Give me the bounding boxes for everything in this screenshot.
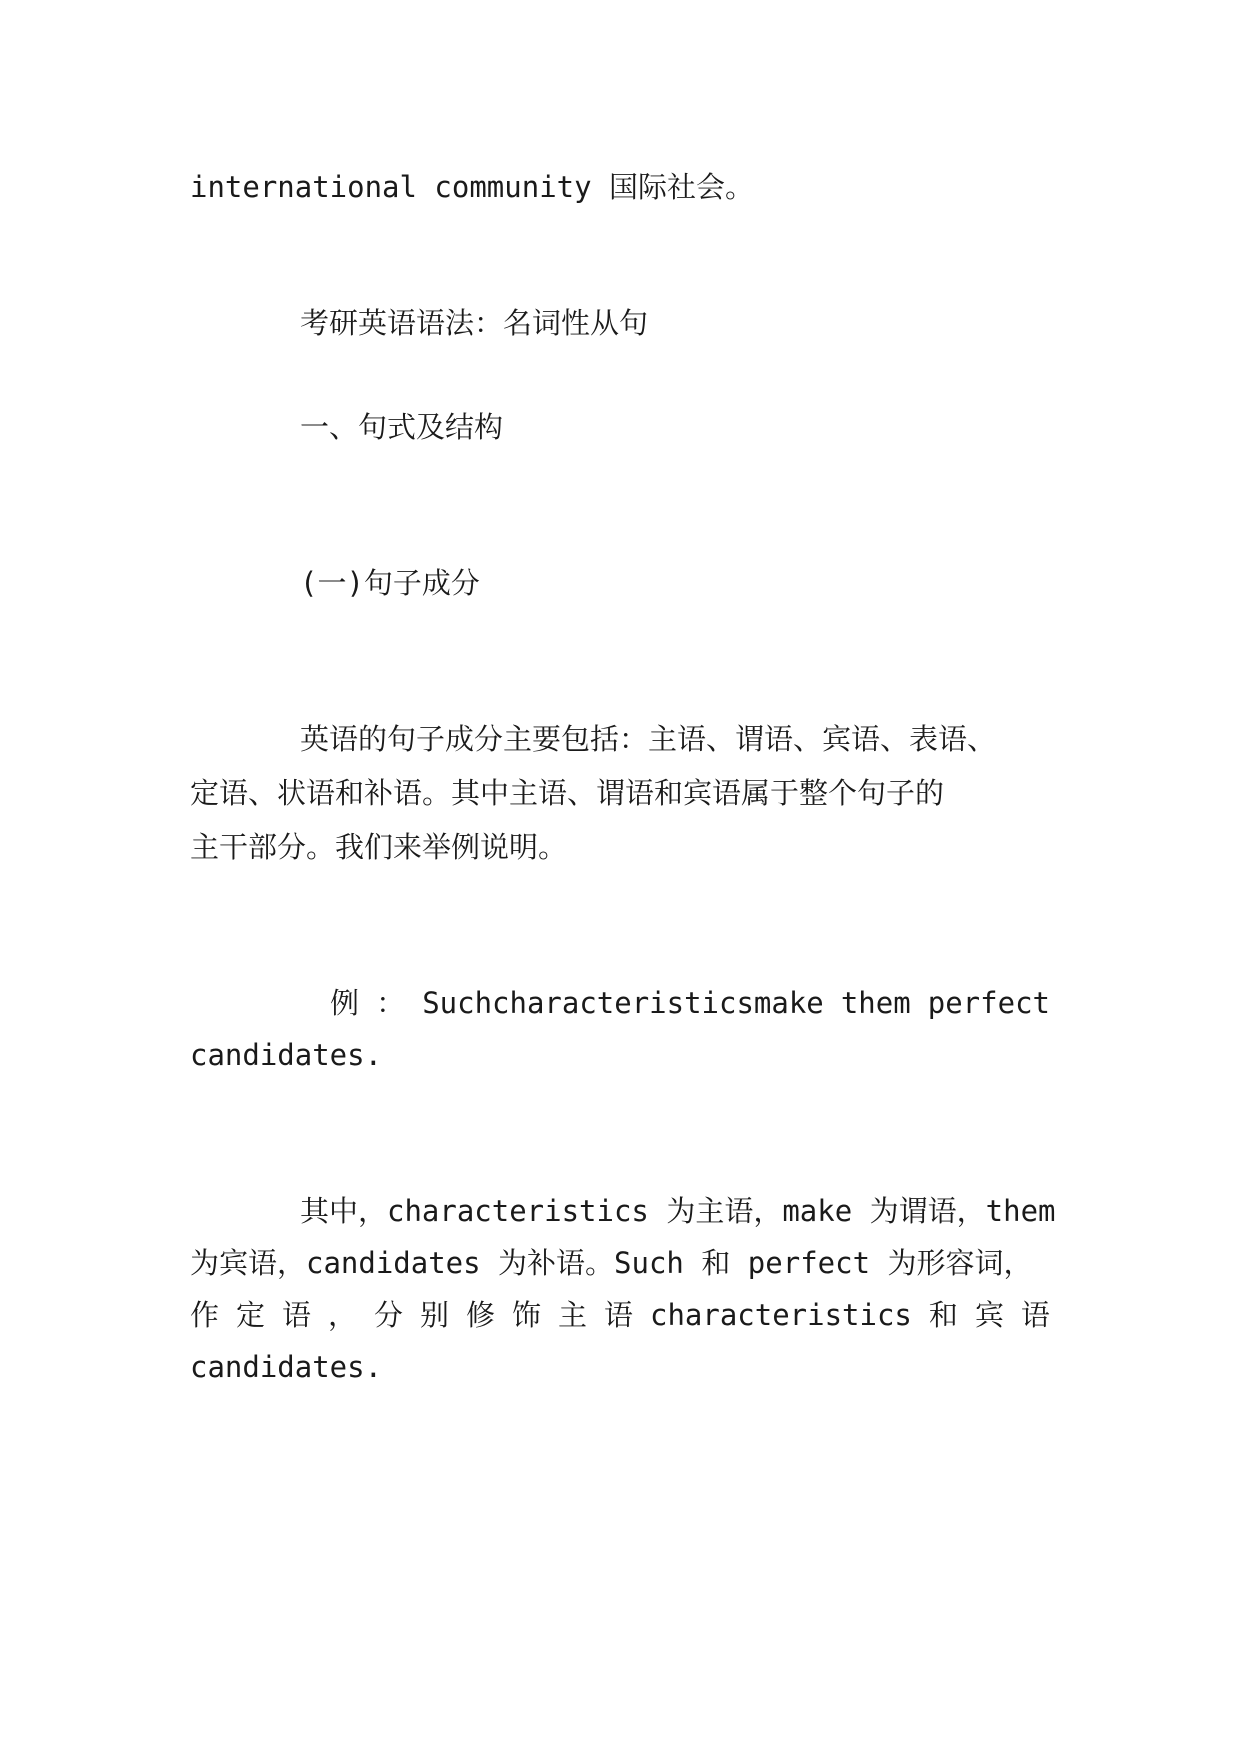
paragraph-2-word: 主 [558, 1298, 588, 1332]
text-line-international-community: international community 国际社会。 [190, 170, 755, 204]
section-heading: 一、句式及结构 [300, 410, 504, 444]
example-line-1 [330, 974, 1050, 1032]
paragraph-2-line-3 [190, 1286, 1050, 1344]
example-word: perfect [927, 986, 1050, 1020]
paragraph-2-word: 语 [604, 1298, 634, 1332]
paragraph-2-word: 作 [190, 1298, 220, 1332]
paragraph-2-word: 定 [236, 1298, 266, 1332]
paragraph-1-line-3: 主干部分。我们来举例说明。 [190, 830, 568, 864]
paragraph-1-line-1: 英语的句子成分主要包括：主语、谓语、宾语、表语、 [300, 722, 997, 756]
heading-title: 考研英语语法：名词性从句 [300, 306, 649, 340]
paragraph-2-word: 宾 [974, 1298, 1004, 1332]
paragraph-2-word: 语 [1020, 1298, 1050, 1332]
example-word: them [840, 986, 911, 1020]
paragraph-2-word: 语 [282, 1298, 312, 1332]
paragraph-2-line-1: 其中，characteristics 为主语，make 为谓语，them [300, 1194, 1056, 1228]
example-word: ： [376, 986, 406, 1020]
paragraph-2-line-2: 为宾语，candidates 为补语。Such 和 perfect 为形容词， [190, 1246, 1033, 1280]
paragraph-2-word: ， [328, 1298, 358, 1332]
paragraph-2-word: 饰 [512, 1298, 542, 1332]
paragraph-2-word: 修 [466, 1298, 496, 1332]
paragraph-2-word: characteristics [650, 1298, 912, 1332]
paragraph-2-word: 分 [374, 1298, 404, 1332]
paragraph-2-line-4: candidates. [190, 1350, 383, 1384]
subsection-heading: (一)句子成分 [300, 566, 480, 600]
example-word: 例 [330, 986, 360, 1020]
paragraph-2-word: 和 [928, 1298, 958, 1332]
paragraph-2-word: 别 [420, 1298, 450, 1332]
paragraph-1-line-2: 定语、状语和补语。其中主语、谓语和宾语属于整个句子的 [190, 776, 945, 810]
example-line-2: candidates. [190, 1038, 383, 1072]
example-word: Suchcharacteristicsmake [422, 986, 824, 1020]
